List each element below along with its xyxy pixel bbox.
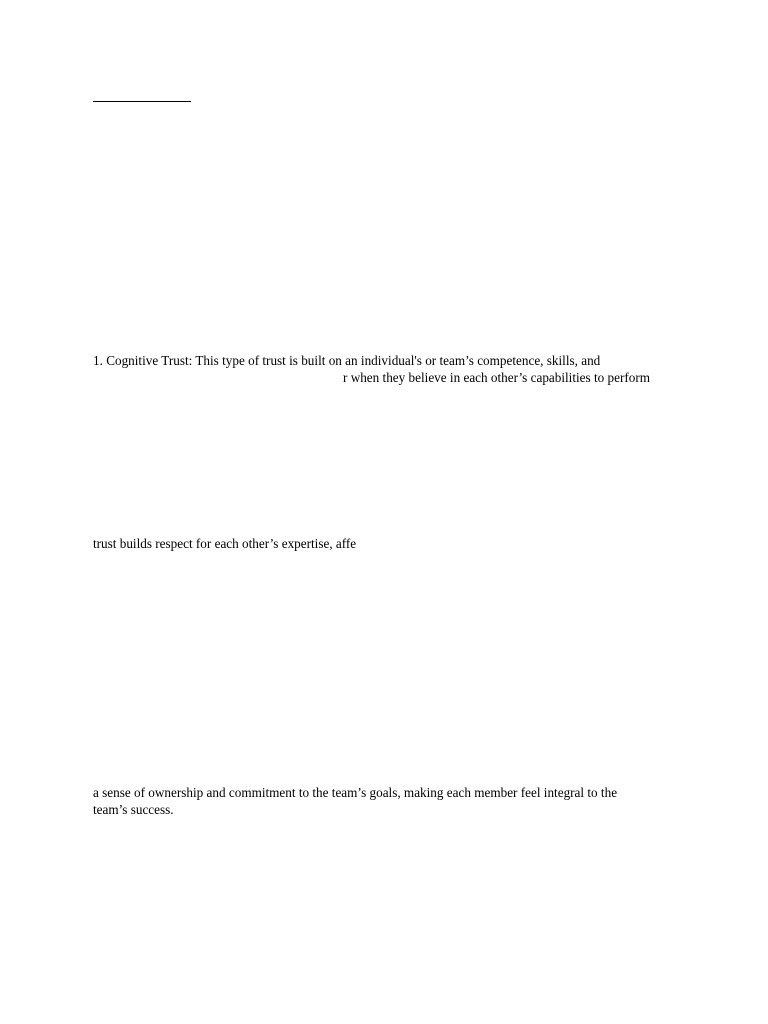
respect-line: trust builds respect for each other’s expertise, affe <box>93 536 357 551</box>
cognitive-trust-line-2: r when they believe in each other’s capabilities to perform <box>343 370 650 385</box>
cognitive-trust-line-1: 1. Cognitive Trust: This type of trust is built on an individual's or team’s competence, skills, and <box>93 353 601 368</box>
ownership-line-1: a sense of ownership and commitment to the team’s goals, making each member feel integral to the <box>93 785 618 800</box>
ownership-line-2: team’s success. <box>93 802 174 817</box>
top-rule <box>93 101 191 102</box>
